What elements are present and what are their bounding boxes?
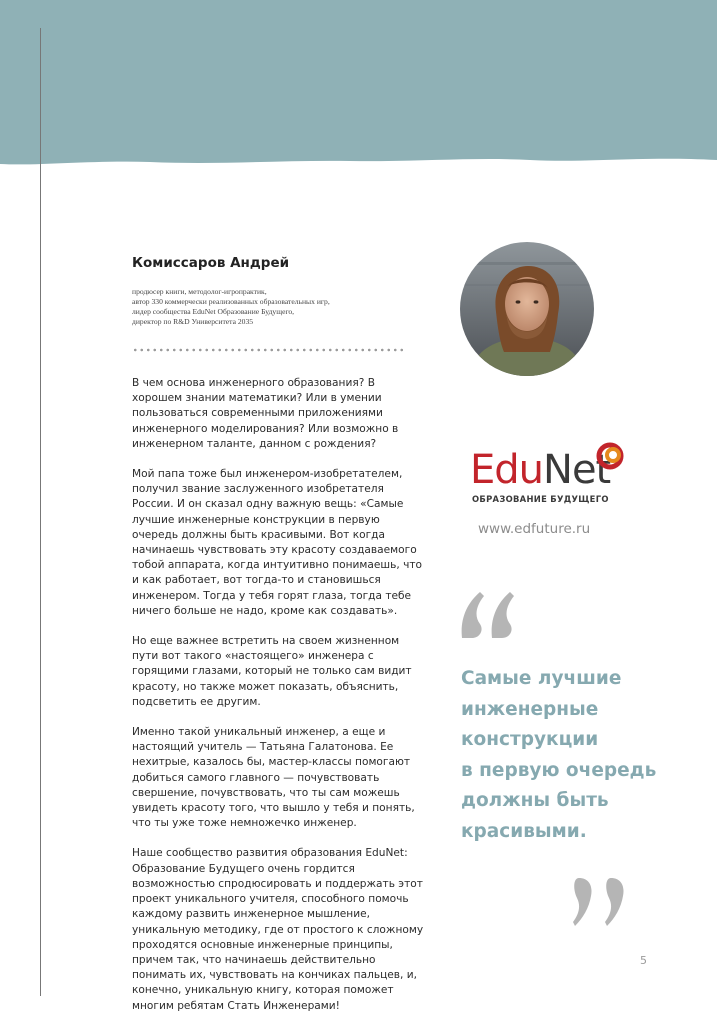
author-portrait — [460, 242, 594, 376]
pull-quote-line: красивыми. — [461, 820, 587, 842]
article-paragraph: Именно такой уникальный инженер, а еще и настоящий учитель — Татьяна Галатонова. Ее нехитрые, казалось бы, мастер-классы помогают добиться самого главного — почувствовать свершение, почувствовать, что ты сам можешь увидеть красоту того, что вышло у тебя и понять, что ты уже тоже немножечко инженер. — [132, 726, 415, 830]
logo-wordmark — [470, 448, 610, 492]
article-body — [132, 376, 428, 1029]
logo-rings-icon — [595, 440, 629, 474]
author-roles — [132, 287, 432, 327]
page-number: 5 — [640, 954, 647, 967]
author-role: продюсер книги, методолог-игропрактик, — [132, 287, 267, 296]
closing-quote-icon — [573, 876, 633, 928]
pull-quote-line: в первую очередь — [461, 759, 657, 781]
pull-quote — [461, 664, 701, 847]
opening-quote-icon — [458, 590, 520, 640]
pull-quote-line: должны быть — [461, 790, 609, 811]
header-band — [0, 0, 717, 175]
dotted-divider — [132, 348, 404, 352]
author-role: директор по R&D Университета 2035 — [132, 317, 254, 326]
pull-quote-line: конструкции — [461, 729, 599, 750]
logo-edu: Edu — [470, 447, 544, 493]
author-role: автор 330 коммерчески реализованных образовательных игр, — [132, 297, 330, 306]
logo-subtitle: ОБРАЗОВАНИЕ БУДУЩЕГО — [472, 494, 609, 504]
edunet-logo — [470, 448, 635, 510]
margin-line — [40, 28, 41, 996]
pull-quote-line: Самые лучшие — [461, 668, 622, 689]
logo-net: Net — [543, 447, 611, 493]
author-role: лидер сообщества EduNet Образование Будущего, — [132, 307, 295, 316]
article-paragraph: Мой папа тоже был инженером-изобретателем, получил звание заслуженного изобретателя России. И он сказал одну важную вещь: «Самые лучшие инженерные конструкции в первую очередь должны быть красивыми. Вот когда начинаешь чувствовать эту красоту создаваемого тобой аппарата, когда интуитивно понимаешь, что и как работает, вот тогда-то и становишься инженером. Тогда у тебя горят глаза, тогда тебе ничего больше не надо, кроме как создавать». — [132, 468, 423, 617]
article-paragraph: Но еще важнее встретить на своем жизненном пути вот такого «настоящего» инженера с горящими глазами, который не только сам видит красоту, но также может показать, объяснить, подсветить ее другим. — [132, 635, 412, 708]
pull-quote-line: инженерные — [461, 698, 599, 720]
article-paragraph: Наше сообщество развития образования EduNet: Образование Будущего очень гордится возможностью спродюсировать и поддержать этот проект уникального учителя, способного помочь каждому развить инженерное мышление, уникальную методику, где от простого к сложному проходятся основные инженерные принципы, причем так, что начинаешь действительно понимать их, чувствовать на кончиках пальцев, и, конечно, уникальную книгу, которая поможет многим ребятам Стать Инженерами! — [132, 847, 424, 1012]
website-link[interactable]: www.edfuture.ru — [478, 521, 591, 537]
author-name: Комиссаров Андрей — [132, 255, 290, 271]
article-paragraph: В чем основа инженерного образования? В хорошем знании математики? Или в умении пользоваться современными приложениями инженерного моделирования? Или возможно в инженерном таланте, данном с рождения? — [132, 377, 399, 450]
